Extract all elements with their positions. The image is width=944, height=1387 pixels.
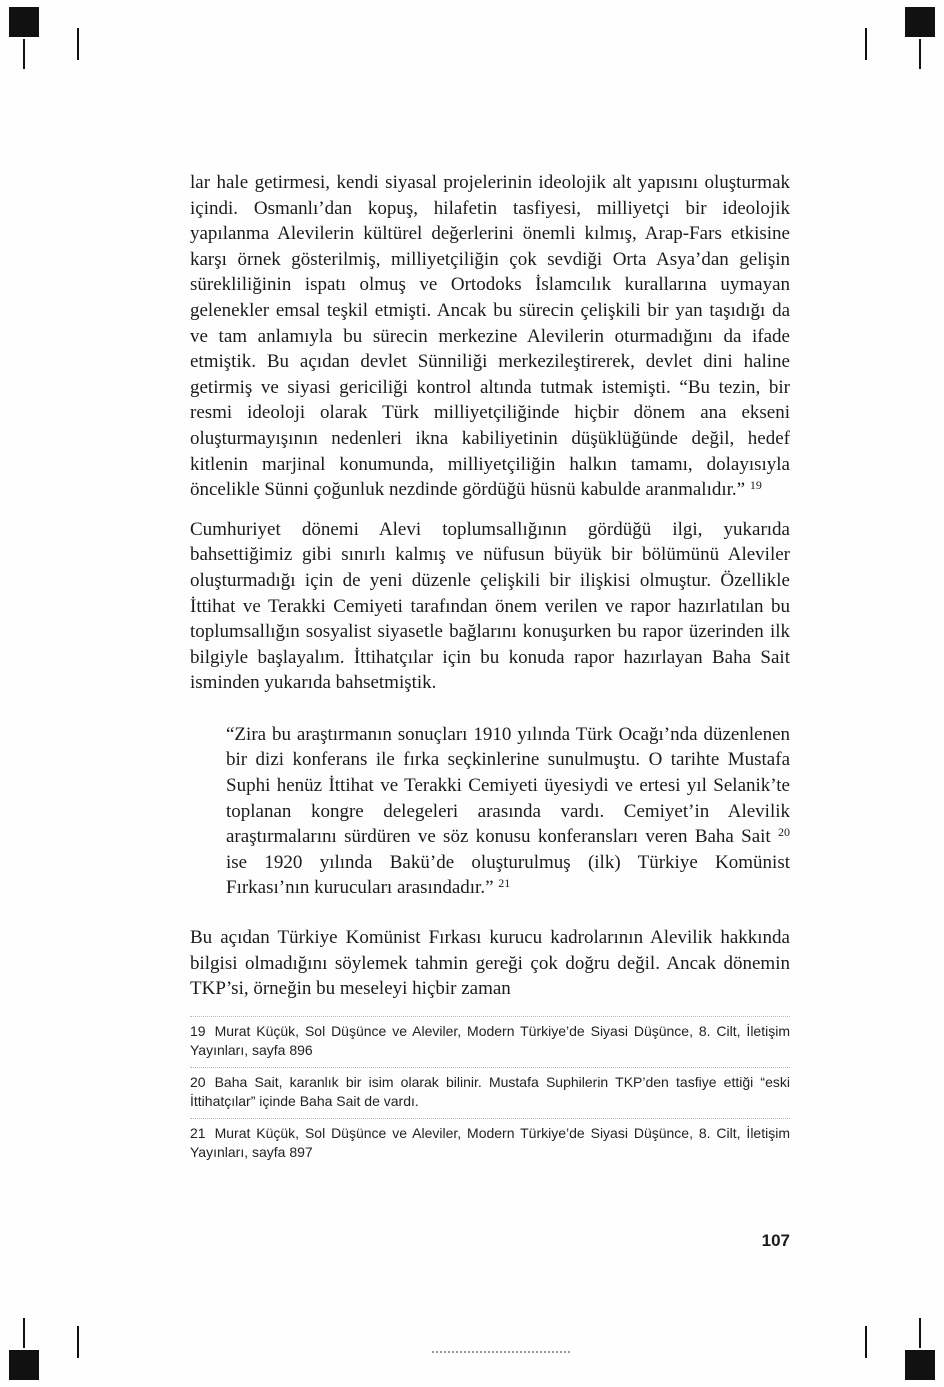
trim-tick-top-right xyxy=(865,28,867,60)
footnote-20 xyxy=(190,1067,790,1118)
crop-mark-line-top-left xyxy=(23,39,25,69)
footnote-19-number: 19 xyxy=(190,1022,206,1039)
footnote-19 xyxy=(190,1016,790,1067)
page-content xyxy=(190,170,790,1169)
footnote-ref-21: 21 xyxy=(498,876,511,891)
page-number: 107 xyxy=(761,1231,790,1250)
dotted-trim-mark xyxy=(432,1351,570,1353)
crop-mark-square-bottom-left xyxy=(9,1350,39,1380)
crop-mark-square-top-left xyxy=(9,7,39,37)
crop-mark-line-bottom-right xyxy=(919,1318,921,1348)
quote-text-part1: “Zira bu araştırmanın sonuçları 1910 yılında Türk Ocağı’nda düzenlenen bir dizi konferans ile fırka seçkinlerine sunulmuştu. O tarihte Mustafa Suphi henüz İttihat ve Terakki Cemiyeti üyesiydi ve ertesi yıl Selanik’te toplanan kongre delegeleri arasında vardı. Cemiyet’in Alevilik araştırmalarını sürdüren ve söz konusu konferansları veren Baha Sait xyxy=(226,723,790,848)
footnote-21 xyxy=(190,1118,790,1169)
footnote-ref-19: 19 xyxy=(749,478,762,493)
trim-tick-top-left xyxy=(77,28,79,60)
block-quote xyxy=(226,722,790,901)
footnote-21-number: 21 xyxy=(190,1124,206,1141)
paragraph-1-text: lar hale getirmesi, kendi siyasal projelerinin ideolojik alt yapısını oluşturmak içindi. Osmanlı’dan kopuş, hilafetin tasfiyesi, milliyetçi bir ideolojik yapılanma Alevilerin kültürel değerlerini önemli kılmış, Arap-Fars etkisine karşı örnek gösterilmiş, milliyetçiliğin çok sevdiği Orta Asya’dan gelişin sürekliliğinin ispatı olmuş ve Ortodoks İslamcılık kurallarına uymayan gelenekler emsal teşkil etmişti. Ancak bu sürecin çelişkili bir yan taşıdığı da ve tam anlamıyla bu sürecin merkezine Alevilerin oturmadığını da ifade etmiştik. Bu açıdan devlet Sünniliği merkezileştirerek, devlet dini haline getirmiş ve siyasi gericiliği kontrol altında tutmak istemişti. “Bu tezin, bir resmi ideoloji olarak Türk milliyetçiliğinde hiçbir dönem ana ekseni oluşturmayışının nedenleri ikna kabiliyetinin düşüklüğünde değil, hedef kitlenin marjinal konumunda, milliyetçiliğin halkın tamamı, dolayısıyla öncelikle Sünni çoğunluk nezdinde gördüğü hüsnü kabulde aranmalıdır.” xyxy=(190,172,790,501)
trim-tick-bottom-right xyxy=(865,1326,867,1358)
quote-text-part2: ise 1920 yılında Bakü’de oluşturulmuş (ilk) Türkiye Komünist Fırkası’nın kurucuları arasındadır.” xyxy=(226,851,790,899)
trim-tick-bottom-left xyxy=(77,1326,79,1358)
paragraph-1 xyxy=(190,170,790,503)
crop-mark-square-bottom-right xyxy=(905,1350,935,1380)
paragraph-2: Cumhuriyet dönemi Alevi toplumsallığının gördüğü ilgi, yukarıda bahsettiğimiz gibi sınırlı kalmış ve nüfusun büyük bir bölümünü Aleviler oluşturmadığı için de yeni düzenle çelişkili bir ilişkisi olmuştur. Özellikle İttihat ve Terakki Cemiyeti tarafından önem verilen ve rapor hazırlatılan bu toplumsallığın sosyalist siyasetle bağlarını konuşurken bu rapor üzerinden ilk bilgiyle başlayalım. İttihatçılar için bu konuda rapor hazırlayan Baha Sait isminden yukarıda bahsetmiştik. xyxy=(190,518,790,694)
footnote-20-number: 20 xyxy=(190,1073,206,1090)
crop-mark-line-bottom-left xyxy=(23,1318,25,1348)
footnote-19-text: Murat Küçük, Sol Düşünce ve Aleviler, Modern Türkiye’de Siyasi Düşünce, 8. Cilt, İletişim Yayınları, sayfa 896 xyxy=(190,1022,790,1059)
footnote-21-text: Murat Küçük, Sol Düşünce ve Aleviler, Modern Türkiye’de Siyasi Düşünce, 8. Cilt, İletişim Yayınları, sayfa 897 xyxy=(190,1124,790,1161)
footnote-20-text: Baha Sait, karanlık bir isim olarak bilinir. Mustafa Suphilerin TKP’den tasfiye ettiği “eski İttihatçılar” içinde Baha Sait de vardı. xyxy=(190,1073,790,1110)
crop-mark-line-top-right xyxy=(919,39,921,69)
footnotes-section xyxy=(190,1016,790,1169)
footnote-ref-20: 20 xyxy=(778,825,790,840)
crop-mark-square-top-right xyxy=(905,7,935,37)
paragraph-3: Bu açıdan Türkiye Komünist Fırkası kurucu kadrolarının Alevilik hakkında bilgisi olmadığını söylemek tahmin gereği çok doğru değil. Ancak dönemin TKP’si, örneğin bu meseleyi hiçbir zaman xyxy=(190,927,790,1000)
